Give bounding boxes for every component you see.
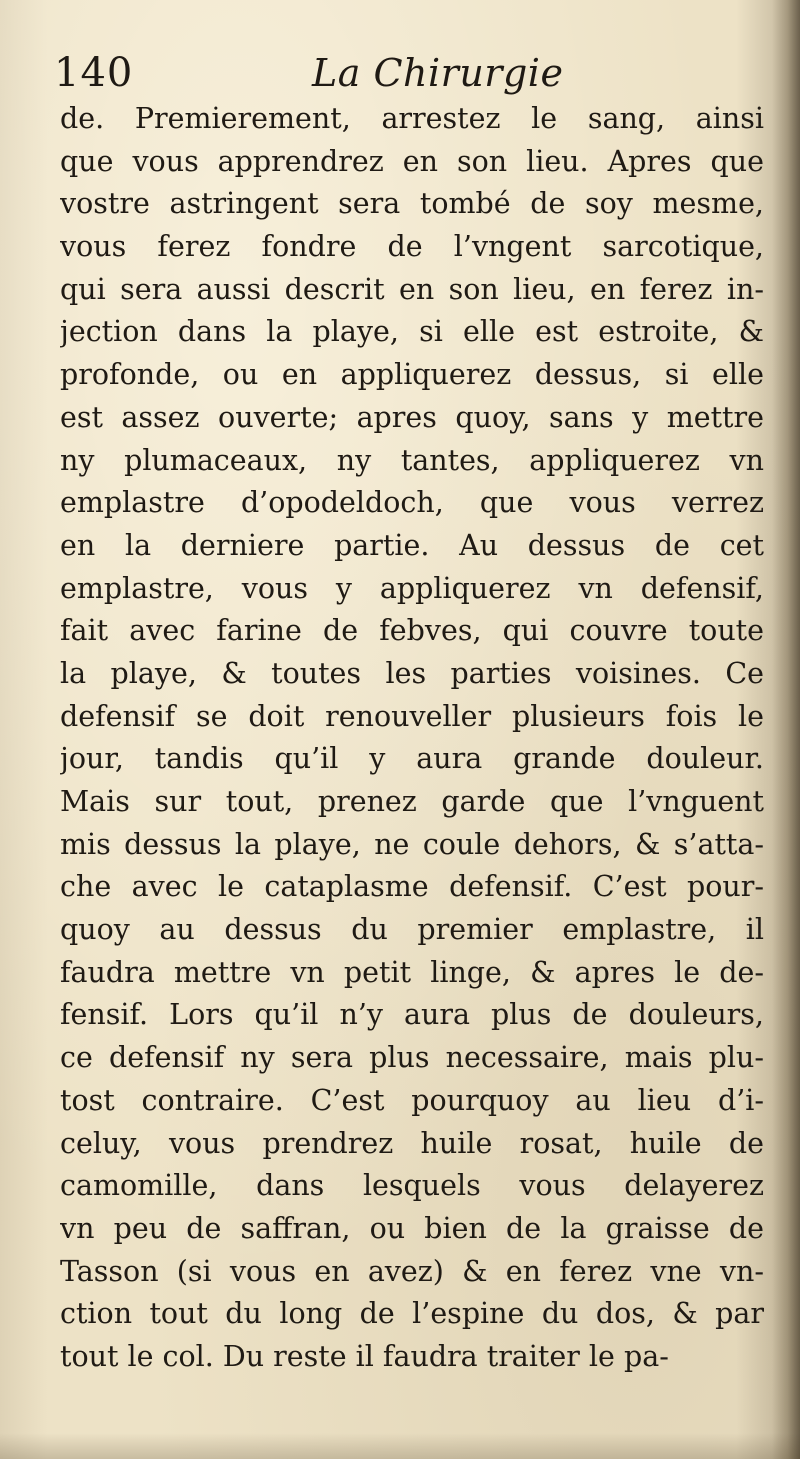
text-line: en la derniere partie. Au dessus de cet [60, 528, 764, 562]
text-line: emplastre d’opodeldoch, que vous verrez [60, 486, 764, 520]
text-line: camomille, dans lesquels vous delayerez [60, 1169, 764, 1203]
page-bottom-edge [0, 1433, 800, 1459]
text-line: vostre astringent sera tombé de soy mesme, [60, 187, 764, 221]
text-line: jection dans la playe, si elle est estroite, & [60, 315, 764, 349]
text-line: la playe, & toutes les parties voisines. Ce [60, 656, 764, 690]
text-line: ny plumaceaux, ny tantes, appliquerez vn [60, 443, 764, 477]
text-line: ction tout du long de l’espine du dos, & par [60, 1297, 764, 1331]
text-line: profonde, ou en appliquerez dessus, si elle [60, 358, 764, 392]
page-gutter-shadow [772, 0, 800, 1459]
text-line: emplastre, vous y appliquerez vn defensif, [60, 571, 764, 605]
text-line: vous ferez fondre de l’vngent sarcotique, [60, 230, 764, 264]
text-line: Tasson (si vous en avez) & en ferez vne vn- [60, 1254, 764, 1288]
text-line: qui sera aussi descrit en son lieu, en ferez in- [60, 272, 764, 306]
text-line: ce defensif ny sera plus necessaire, mais plu- [60, 1041, 764, 1075]
text-line: tout le col. Du reste il faudra traiter le pa- [60, 1339, 669, 1373]
text-line: de. Premierement, arrestez le sang, ainsi [60, 102, 764, 135]
text-line: fensif. Lors qu’il n’y aura plus de douleurs, [60, 998, 764, 1032]
text-line: vn peu de saffran, ou bien de la graisse de [60, 1211, 764, 1245]
text-line: defensif se doit renouveller plusieurs fois le [60, 699, 764, 733]
text-line: faudra mettre vn petit linge, & apres le de- [60, 955, 764, 989]
running-title: La Chirurgie [312, 51, 564, 95]
text-line: est assez ouverte; apres quoy, sans y mettre [60, 400, 764, 434]
body-text [60, 98, 764, 1379]
text-line: tost contraire. C’est pourquoy au lieu d’i- [60, 1083, 764, 1117]
text-line: fait avec farine de febves, qui couvre toute [60, 614, 764, 648]
text-line: mis dessus la playe, ne coule dehors, & s’atta- [60, 827, 764, 861]
text-line: quoy au dessus du premier emplastre, il [60, 913, 764, 947]
text-line: che avec le cataplasme defensif. C’est pour- [60, 870, 764, 904]
text-line: Mais sur tout, prenez garde que l’vnguent [60, 785, 764, 818]
page-number: 140 [54, 50, 134, 96]
text-line: jour, tandis qu’il y aura grande douleur. [60, 742, 764, 776]
text-line: que vous apprendrez en son lieu. Apres que [60, 144, 764, 178]
text-line: celuy, vous prendrez huile rosat, huile de [60, 1126, 764, 1160]
